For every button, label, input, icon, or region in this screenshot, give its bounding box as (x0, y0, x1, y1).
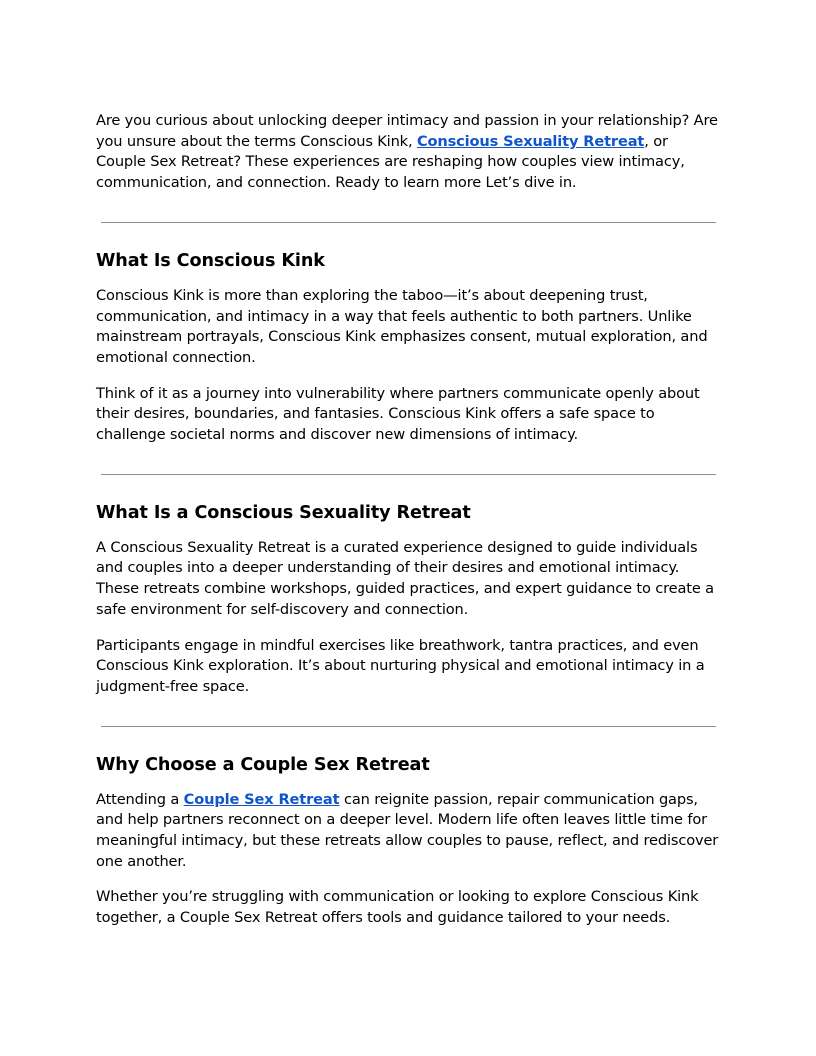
conscious-kink-paragraph-2: Think of it as a journey into vulnerability where partners communicate openly about their desires, boundaries, and fantasies. Conscious Kink offers a safe space to challenge societal norms and discover new dimensions of intimacy. (96, 384, 700, 444)
couple-retreat-text-before: Attending a (96, 790, 184, 808)
section-heading-conscious-sexuality-retreat: What Is a Conscious Sexuality Retreat (96, 502, 471, 523)
section-heading-couple-sex-retreat: Why Choose a Couple Sex Retreat (96, 754, 430, 775)
intro-text-1: Are you curious about unlocking deeper intimacy and passion in your relationship? Are you unsure about the terms Conscious Kink, (96, 112, 718, 150)
intro-paragraph (96, 111, 720, 194)
section-heading-conscious-kink: What Is Conscious Kink (96, 250, 325, 271)
couple-retreat-paragraph-2: Whether you’re struggling with communication or looking to explore Conscious Kink together, a Couple Sex Retreat offers tools and guidance tailored to your needs. (96, 888, 699, 927)
couple-sex-retreat-link[interactable]: Couple Sex Retreat (183, 790, 340, 808)
couple-retreat-text-after: can reignite passion, repair communication gaps, and help partners reconnect on a deeper level. Modern life often leaves little time for meaningful intimacy, but these retreats allow couples to pause, reflect, and rediscover one another. (96, 790, 719, 870)
document-body (96, 111, 720, 929)
conscious-kink-paragraph-1: Conscious Kink is more than exploring the taboo—it’s about deepening trust, communication, and intimacy in a way that feels authentic to both partners. Unlike mainstream portrayals, Conscious Kink emphasizes consent, mutual exploration, and emotional connection. (96, 286, 708, 366)
retreat-paragraph-1: A Conscious Sexuality Retreat is a curated experience designed to guide individuals and couples into a deeper understanding of their desires and emotional intimacy. These retreats combine workshops, guided practices, and expert guidance to create a safe environment for self-discovery and connection. (96, 538, 714, 618)
couple-retreat-paragraph-1 (96, 790, 720, 873)
intro-text-2: , or Couple Sex Retreat? These experiences are reshaping how couples view intimacy, communication, and connection. Ready to learn more Let’s dive in. (96, 132, 685, 192)
retreat-paragraph-2: Participants engage in mindful exercises like breathwork, tantra practices, and even Conscious Kink exploration. It’s about nurturing physical and emotional intimacy in a judgment-free space. (96, 636, 705, 695)
conscious-sexuality-retreat-link[interactable]: Conscious Sexuality Retreat (416, 132, 645, 150)
